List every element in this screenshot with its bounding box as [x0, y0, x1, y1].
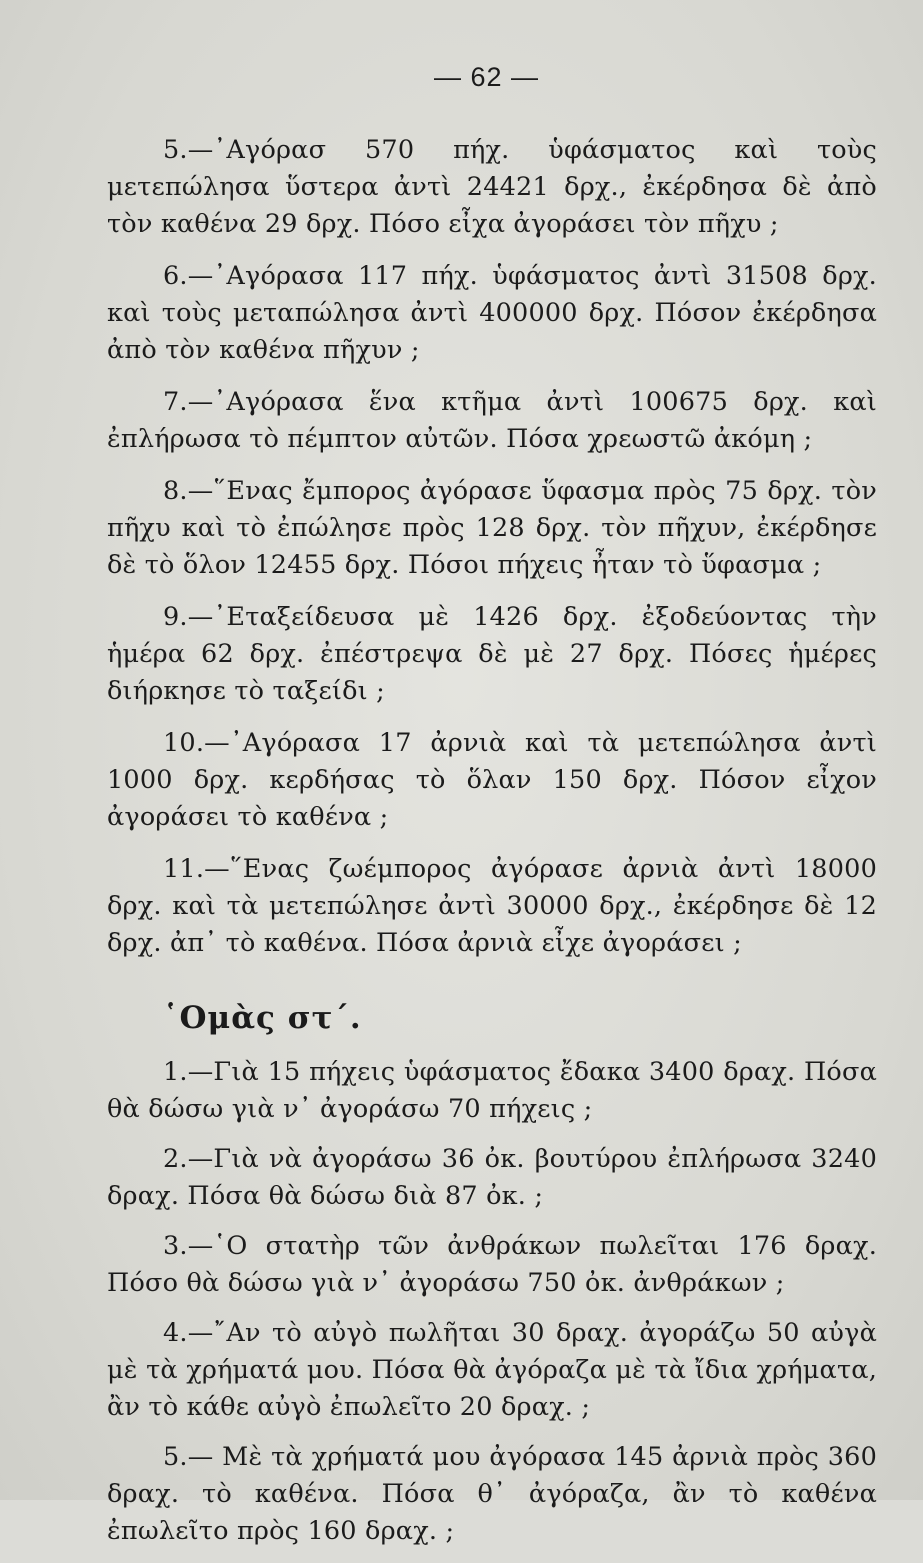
- problem-text: —᾿Αγόρασ 570 πήχ. ὑφάσματος καὶ τοὺς μετεπώλησα ὕστερα ἀντὶ 24421 δρχ., ἐκέρδησα δὲ ἀπὸ τὸν καθένα 29 δρχ. Πόσο εἶχα ἀγοράσει τὸν πῆχυ ;: [107, 135, 877, 239]
- problem-text: —᾿Εταξείδευσα μὲ 1426 δρχ. ἐξοδεύοντας τὴν ἡμέρα 62 δρχ. ἐπέστρεψα δὲ μὲ 27 δρχ. Πόσες ἡμέρες διήρκησε τὸ ταξείδι ;: [107, 602, 877, 706]
- problem-text: —῞Ενας ἔμπορος ἀγόρασε ὕφασμα πρὸς 75 δρχ. τὸν πῆχυ καὶ τὸ ἐπώλησε πρὸς 128 δρχ. τὸν πῆχυν, ἐκέρδησε δὲ τὸ ὅλον 12455 δρχ. Πόσοι πήχεις ἦταν τὸ ὕφασμα ;: [107, 476, 877, 580]
- problem-text: —᾿Αγόρασα 117 πήχ. ὑφάσματος ἀντὶ 31508 δρχ. καὶ τοὺς μεταπώλησα ἀντὶ 400000 δρχ. Πόσον ἐκέρδησα ἀπὸ τὸν καθένα πῆχυν ;: [107, 261, 877, 365]
- problem-number: 5.: [163, 1442, 188, 1472]
- section-problem-2: [107, 1141, 877, 1215]
- problem-number: 5.: [163, 135, 188, 165]
- problem-text: — Μὲ τὰ χρήματά μου ἀγόρασα 145 ἀρνιὰ πρὸς 360 δραχ. τὸ καθένα. Πόσα θ᾿ ἀγόραζα, ἂν τὸ καθένα ἐπωλεῖτο πρὸς 160 δραχ. ;: [107, 1442, 877, 1546]
- section-problem-5: [107, 1439, 877, 1550]
- problem-text: —῾Ο στατὴρ τῶν ἀνθράκων πωλεῖται 176 δραχ. Πόσο θὰ δώσω γιὰ ν᾿ ἀγοράσω 750 ὀκ. ἀνθράκων ;: [107, 1231, 877, 1298]
- problem-text: —Γιὰ νὰ ἀγοράσω 36 ὀκ. βουτύρου ἐπλήρωσα 3240 δραχ. Πόσα θὰ δώσω διὰ 87 ὀκ. ;: [107, 1144, 877, 1211]
- problem-9: [107, 599, 877, 710]
- problem-text: —Γιὰ 15 πήχεις ὑφάσματος ἔδακα 3400 δραχ. Πόσα θὰ δώσω γιὰ ν᾿ ἀγοράσω 70 πήχεις ;: [107, 1057, 877, 1124]
- problem-number: 2.: [163, 1144, 188, 1174]
- problem-number: 3.: [163, 1231, 188, 1261]
- problem-7: [107, 384, 877, 458]
- problem-text: —῎Αν τὸ αὐγὸ πωλῆται 30 δραχ. ἀγοράζω 50 αὐγὰ μὲ τὰ χρήματά μου. Πόσα θὰ ἀγόραζα μὲ τὰ ἴδια χρήματα, ἂν τὸ κάθε αὐγὸ ἐπωλεῖτο 20 δραχ. ;: [107, 1318, 877, 1422]
- problem-number: 9.: [163, 602, 188, 632]
- problem-11: [107, 851, 877, 962]
- section-problem-4: [107, 1315, 877, 1426]
- problem-number: 11.: [163, 854, 205, 884]
- problem-number: 8.: [163, 476, 188, 506]
- problem-text: —᾿Αγόρασα ἕνα κτῆμα ἀντὶ 100675 δρχ. καὶ ἐπλήρωσα τὸ πέμπτον αὐτῶν. Πόσα χρεωστῶ ἀκόμη ;: [107, 387, 877, 454]
- section-problem-3: [107, 1228, 877, 1302]
- problem-number: 6.: [163, 261, 188, 291]
- problem-text: —῞Ενας ζωέμπορος ἀγόρασε ἀρνιὰ ἀντὶ 18000 δρχ. καὶ τὰ μετεπώλησε ἀντὶ 30000 δρχ., ἐκέρδησε δὲ 12 δρχ. ἀπ᾿ τὸ καθένα. Πόσα ἀρνιὰ εἶχε ἀγοράσει ;: [107, 854, 877, 958]
- problem-number: 7.: [163, 387, 188, 417]
- problem-number: 1.: [163, 1057, 188, 1087]
- problem-5: [107, 132, 877, 243]
- problem-number: 10.: [163, 728, 205, 758]
- page-content: [107, 132, 877, 1563]
- problem-10: [107, 725, 877, 836]
- problem-text: —᾿Αγόρασα 17 ἀρνιὰ καὶ τὰ μετεπώλησα ἀντὶ 1000 δρχ. κερδήσας τὸ ὅλαν 150 δρχ. Πόσον εἶχον ἀγοράσει τὸ καθένα ;: [107, 728, 877, 832]
- section-heading: ῾Ομὰς στ΄.: [163, 1000, 362, 1036]
- page-number: — 62 —: [433, 62, 540, 92]
- section-problem-1: [107, 1054, 877, 1128]
- problem-8: [107, 473, 877, 584]
- problem-number: 4.: [163, 1318, 188, 1348]
- problem-6: [107, 258, 877, 369]
